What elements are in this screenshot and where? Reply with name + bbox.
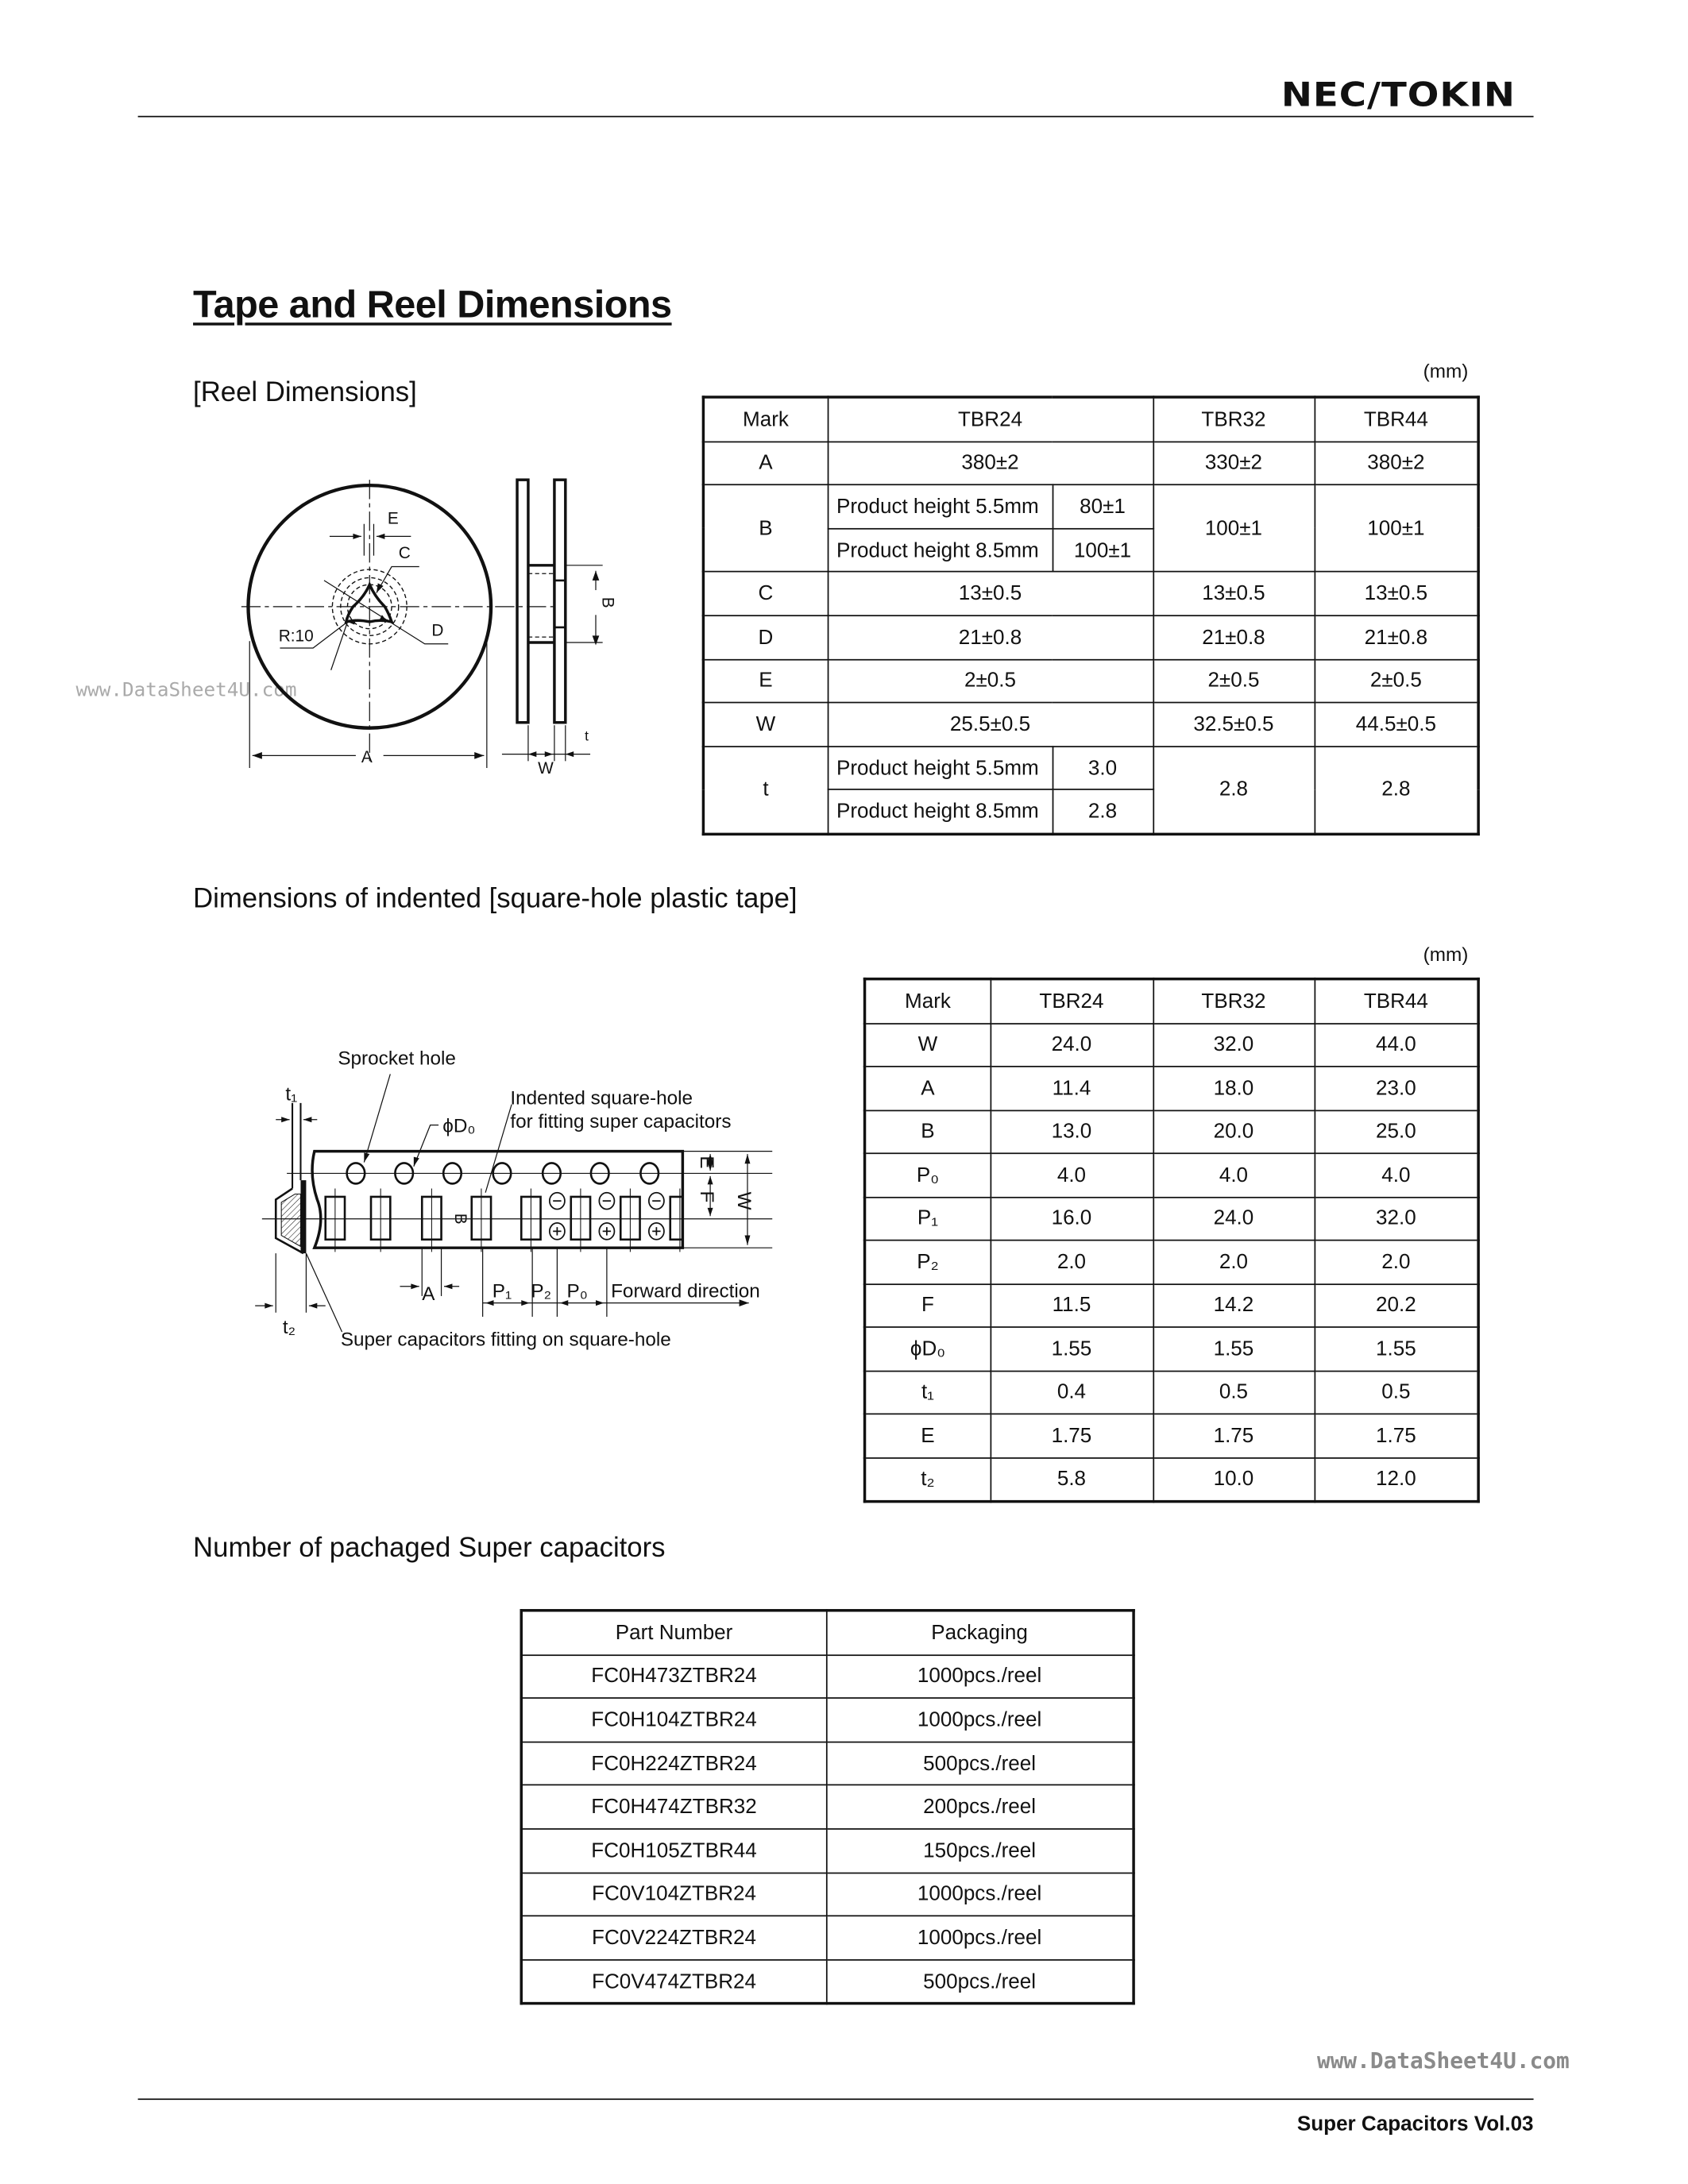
table-row bbox=[865, 1283, 1479, 1327]
table-cell: t₂ bbox=[865, 1457, 991, 1502]
label-d0: ϕD₀ bbox=[442, 1115, 476, 1137]
footer-rule bbox=[138, 2098, 1534, 2100]
table-row bbox=[865, 1023, 1479, 1067]
square-hole bbox=[670, 1197, 683, 1240]
table-header-row bbox=[865, 979, 1479, 1024]
table-row bbox=[521, 1785, 1134, 1829]
carrier-tape bbox=[312, 1152, 682, 1248]
tape-dimensions-table bbox=[863, 978, 1480, 1503]
table-row bbox=[521, 1916, 1134, 1960]
table-cell: 3.0 bbox=[1053, 747, 1153, 790]
label-B: B bbox=[598, 596, 617, 608]
table-cell: FC0V224ZTBR24 bbox=[521, 1916, 826, 1960]
table-row bbox=[521, 1829, 1134, 1873]
square-holes bbox=[326, 1189, 683, 1252]
label-t2: t₂ bbox=[282, 1316, 296, 1338]
label-A: A bbox=[361, 748, 373, 767]
table-cell: 18.0 bbox=[1153, 1067, 1314, 1110]
tape-side-profile bbox=[276, 1103, 306, 1253]
parts-heading: Number of pachaged Super capacitors bbox=[193, 1533, 666, 1564]
table-cell: 1.75 bbox=[1315, 1414, 1479, 1457]
label-indented-1: Indented square-hole bbox=[510, 1087, 693, 1109]
table-header-row bbox=[521, 1611, 1134, 1655]
table-row bbox=[521, 1654, 1134, 1698]
table-cell: P₀ bbox=[865, 1153, 991, 1197]
packaging-table bbox=[520, 1609, 1135, 2005]
table-cell: 2.8 bbox=[1153, 747, 1314, 835]
table-cell: Product height 8.5mm bbox=[828, 528, 1053, 572]
table-cell: 16.0 bbox=[991, 1197, 1153, 1241]
table-cell: 24.0 bbox=[991, 1023, 1153, 1067]
watermark: www.DataSheet4U.com bbox=[1316, 2047, 1570, 2074]
table-cell: D bbox=[703, 615, 827, 659]
table-cell: 0.5 bbox=[1315, 1371, 1479, 1414]
reel-side-view bbox=[502, 480, 603, 761]
table-cell: 5.8 bbox=[991, 1457, 1153, 1502]
table-cell: 330±2 bbox=[1153, 442, 1314, 485]
table-cell: 80±1 bbox=[1053, 485, 1153, 529]
tape-arrowheads bbox=[265, 1117, 750, 1308]
table-cell: 13±0.5 bbox=[1315, 572, 1479, 615]
table-cell: 1.75 bbox=[991, 1414, 1153, 1457]
table-cell: 500pcs./reel bbox=[826, 1742, 1134, 1785]
table-cell: 21±0.8 bbox=[1153, 615, 1314, 659]
table-cell: 380±2 bbox=[828, 442, 1153, 485]
label-B: B bbox=[450, 1213, 469, 1225]
label-W: W bbox=[538, 758, 554, 778]
tape-heading: Dimensions of indented [square-hole plastic tape] bbox=[193, 883, 798, 915]
table-cell: 1000pcs./reel bbox=[826, 1654, 1134, 1698]
reel-dimension-lines bbox=[249, 524, 487, 768]
table-cell: ϕD₀ bbox=[865, 1327, 991, 1371]
label-A: A bbox=[422, 1283, 435, 1306]
table-cell: 32.0 bbox=[1315, 1197, 1479, 1241]
table-cell: E bbox=[703, 659, 827, 703]
table-row bbox=[865, 1457, 1479, 1502]
table-cell: 100±1 bbox=[1053, 528, 1153, 572]
label-C: C bbox=[398, 544, 411, 563]
table-row bbox=[521, 1742, 1134, 1785]
table-cell: 2.0 bbox=[1153, 1241, 1314, 1284]
table-cell: 20.2 bbox=[1315, 1283, 1479, 1327]
table-cell: t bbox=[703, 747, 827, 835]
label-t: t bbox=[585, 727, 589, 744]
label-sprocket-hole: Sprocket hole bbox=[338, 1048, 456, 1070]
table-cell: FC0H224ZTBR24 bbox=[521, 1742, 826, 1785]
table-row bbox=[865, 1067, 1479, 1110]
table-cell: 1000pcs./reel bbox=[826, 1873, 1134, 1916]
table-cell: 4.0 bbox=[1315, 1153, 1479, 1197]
table-cell: FC0V474ZTBR24 bbox=[521, 1959, 826, 2004]
column-header: TBR32 bbox=[1153, 979, 1314, 1024]
table-cell: 200pcs./reel bbox=[826, 1785, 1134, 1829]
table-cell: 100±1 bbox=[1315, 485, 1479, 573]
tape-unit: (mm) bbox=[1423, 943, 1469, 966]
column-header: TBR44 bbox=[1315, 397, 1479, 442]
watermark-faint: www.DataSheet4U.com bbox=[75, 679, 297, 702]
table-cell: 2.0 bbox=[1315, 1241, 1479, 1284]
table-row bbox=[865, 1110, 1479, 1154]
table-cell: 2.8 bbox=[1053, 790, 1153, 835]
table-cell: 11.4 bbox=[991, 1067, 1153, 1110]
table-row bbox=[865, 1197, 1479, 1241]
table-cell: C bbox=[703, 572, 827, 615]
table-cell: 10.0 bbox=[1153, 1457, 1314, 1502]
column-header: TBR24 bbox=[828, 397, 1153, 442]
table-row bbox=[521, 1959, 1134, 2004]
table-cell: 21±0.8 bbox=[1315, 615, 1479, 659]
table-cell: 0.5 bbox=[1153, 1371, 1314, 1414]
label-E: E bbox=[695, 1156, 717, 1169]
column-header: TBR24 bbox=[991, 979, 1153, 1024]
table-cell: FC0H105ZTBR44 bbox=[521, 1829, 826, 1873]
table-cell: P₁ bbox=[865, 1197, 991, 1241]
label-D: D bbox=[431, 621, 444, 640]
table-cell: B bbox=[703, 485, 827, 573]
table-cell: W bbox=[865, 1023, 991, 1067]
table-cell: B bbox=[865, 1110, 991, 1154]
reel-diagram bbox=[241, 480, 603, 768]
table-cell: 100±1 bbox=[1153, 485, 1314, 573]
label-P1: P₁ bbox=[492, 1280, 512, 1302]
table-cell: 44.0 bbox=[1315, 1023, 1479, 1067]
column-header: Part Number bbox=[521, 1611, 826, 1655]
table-cell: 14.2 bbox=[1153, 1283, 1314, 1327]
table-cell: 13±0.5 bbox=[1153, 572, 1314, 615]
reel-unit: (mm) bbox=[1423, 360, 1469, 382]
column-header: Mark bbox=[703, 397, 827, 442]
table-cell: 150pcs./reel bbox=[826, 1829, 1134, 1873]
table-cell: 25.5±0.5 bbox=[828, 703, 1153, 747]
footer-text: Super Capacitors Vol.03 bbox=[1296, 2112, 1534, 2136]
table-cell: FC0V104ZTBR24 bbox=[521, 1873, 826, 1916]
table-cell: 2.8 bbox=[1315, 747, 1479, 835]
table-cell: 13±0.5 bbox=[828, 572, 1153, 615]
table-cell: 500pcs./reel bbox=[826, 1959, 1134, 2004]
table-cell: FC0H104ZTBR24 bbox=[521, 1698, 826, 1742]
table-cell: 13.0 bbox=[991, 1110, 1153, 1154]
table-cell: 2±0.5 bbox=[1315, 659, 1479, 703]
table-cell: 25.0 bbox=[1315, 1110, 1479, 1154]
label-P0: P₀ bbox=[566, 1280, 588, 1302]
table-cell: 0.4 bbox=[991, 1371, 1153, 1414]
table-cell: 2±0.5 bbox=[828, 659, 1153, 703]
label-fitting: Super capacitors fitting on square-hole bbox=[340, 1329, 671, 1351]
column-header: TBR44 bbox=[1315, 979, 1479, 1024]
table-cell: Product height 5.5mm bbox=[828, 747, 1053, 790]
label-t1: t₁ bbox=[285, 1083, 298, 1106]
label-forward-direction: Forward direction bbox=[611, 1280, 760, 1302]
table-cell: P₂ bbox=[865, 1241, 991, 1284]
table-cell: Product height 8.5mm bbox=[828, 790, 1053, 835]
nec-tokin-logo: NEC/TOKIN bbox=[1280, 75, 1516, 115]
table-row bbox=[865, 1241, 1479, 1284]
column-header: Mark bbox=[865, 979, 991, 1024]
label-E: E bbox=[387, 509, 399, 528]
label-P2: P₂ bbox=[531, 1280, 552, 1302]
table-cell: 44.5±0.5 bbox=[1315, 703, 1479, 747]
table-cell: 4.0 bbox=[991, 1153, 1153, 1197]
table-cell: 24.0 bbox=[1153, 1197, 1314, 1241]
table-cell: 32.0 bbox=[1153, 1023, 1314, 1067]
table-cell: 23.0 bbox=[1315, 1067, 1479, 1110]
table-cell: 4.0 bbox=[1153, 1153, 1314, 1197]
table-cell: 2±0.5 bbox=[1153, 659, 1314, 703]
table-cell: 11.5 bbox=[991, 1283, 1153, 1327]
table-cell: 20.0 bbox=[1153, 1110, 1314, 1154]
table-cell: 2.0 bbox=[991, 1241, 1153, 1284]
table-cell: 21±0.8 bbox=[828, 615, 1153, 659]
table-row bbox=[865, 1371, 1479, 1414]
label-R10: R:10 bbox=[278, 627, 314, 646]
table-row bbox=[865, 1153, 1479, 1197]
table-cell: A bbox=[703, 442, 827, 485]
label-W: W bbox=[732, 1191, 755, 1210]
arrowheads bbox=[253, 534, 600, 759]
table-cell: 1.55 bbox=[1153, 1327, 1314, 1371]
table-cell: 1.75 bbox=[1153, 1414, 1314, 1457]
column-header: TBR32 bbox=[1153, 397, 1314, 442]
table-cell: Product height 5.5mm bbox=[828, 485, 1053, 529]
table-cell: 32.5±0.5 bbox=[1153, 703, 1314, 747]
table-cell: A bbox=[865, 1067, 991, 1110]
table-cell: 1000pcs./reel bbox=[826, 1916, 1134, 1960]
polarity-marks bbox=[550, 1193, 664, 1240]
table-row bbox=[521, 1698, 1134, 1742]
table-cell: 1000pcs./reel bbox=[826, 1698, 1134, 1742]
table-cell: FC0H473ZTBR24 bbox=[521, 1654, 826, 1698]
table-row bbox=[865, 1327, 1479, 1371]
label-F: F bbox=[695, 1190, 717, 1203]
table-cell: E bbox=[865, 1414, 991, 1457]
table-cell: W bbox=[703, 703, 827, 747]
table-cell: 380±2 bbox=[1315, 442, 1479, 485]
label-indented-2: for fitting super capacitors bbox=[510, 1111, 732, 1133]
table-cell: F bbox=[865, 1283, 991, 1327]
table-cell: FC0H474ZTBR32 bbox=[521, 1785, 826, 1829]
table-cell: 1.55 bbox=[1315, 1327, 1479, 1371]
table-row bbox=[865, 1414, 1479, 1457]
column-header: Packaging bbox=[826, 1611, 1134, 1655]
table-row bbox=[521, 1873, 1134, 1916]
table-cell: 12.0 bbox=[1315, 1457, 1479, 1502]
reel-heading: [Reel Dimensions] bbox=[193, 377, 417, 408]
table-cell: 1.55 bbox=[991, 1327, 1153, 1371]
table-cell: t₁ bbox=[865, 1371, 991, 1414]
page-title: Tape and Reel Dimensions bbox=[193, 282, 672, 326]
